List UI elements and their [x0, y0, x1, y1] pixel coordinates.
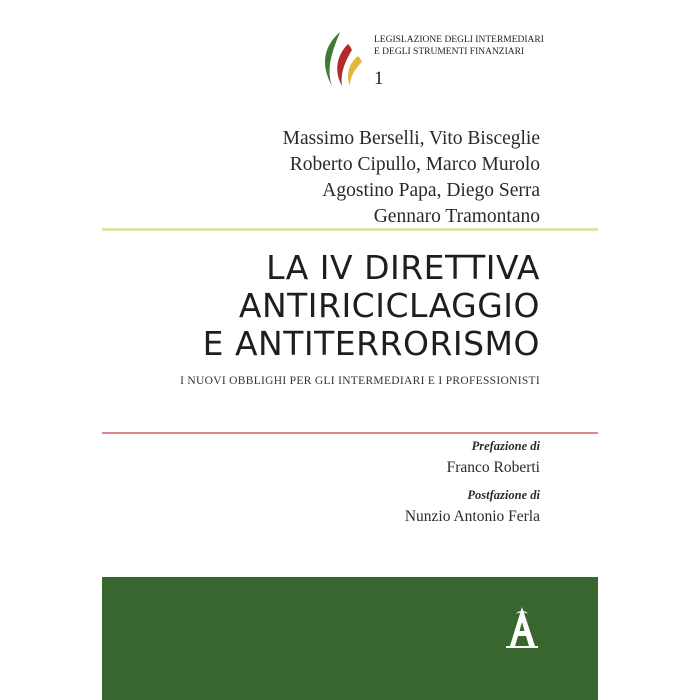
postface-author: Nunzio Antonio Ferla	[404, 508, 540, 525]
divider-middle	[102, 432, 598, 434]
author-line: Gennaro Tramontano	[373, 206, 540, 227]
book-title	[203, 249, 540, 363]
series-name	[374, 35, 544, 58]
book-cover	[102, 0, 598, 700]
credits-block	[405, 438, 540, 527]
preface-author: Franco Roberti	[446, 459, 540, 476]
preface-label: Prefazione di	[471, 439, 540, 453]
author-line: Massimo Berselli, Vito Bisceglie	[282, 128, 540, 149]
title-line: ANTIRICICLAGGIO	[238, 286, 540, 325]
divider-top	[102, 228, 598, 231]
series-line: E DEGLI STRUMENTI FINANZIARI	[374, 46, 525, 57]
title-line: LA IV DIRETTIVA	[266, 248, 540, 287]
author-line: Agostino Papa, Diego Serra	[322, 180, 540, 201]
cover-bottom-band	[102, 577, 598, 700]
title-line: E ANTITERRORISMO	[202, 324, 540, 363]
postface-label: Postfazione di	[467, 488, 540, 502]
author-line: Roberto Cipullo, Marco Murolo	[289, 154, 540, 175]
series-line: LEGISLAZIONE DEGLI INTERMEDIARI	[374, 35, 544, 45]
author-list	[283, 126, 540, 230]
series-number: 1	[374, 68, 384, 89]
flame-logo-icon	[318, 30, 366, 90]
book-subtitle: I NUOVI OBBLIGHI PER GLI INTERMEDIARI E I PROFESSIONISTI	[180, 375, 540, 387]
publisher-a-logo-icon	[504, 604, 540, 650]
